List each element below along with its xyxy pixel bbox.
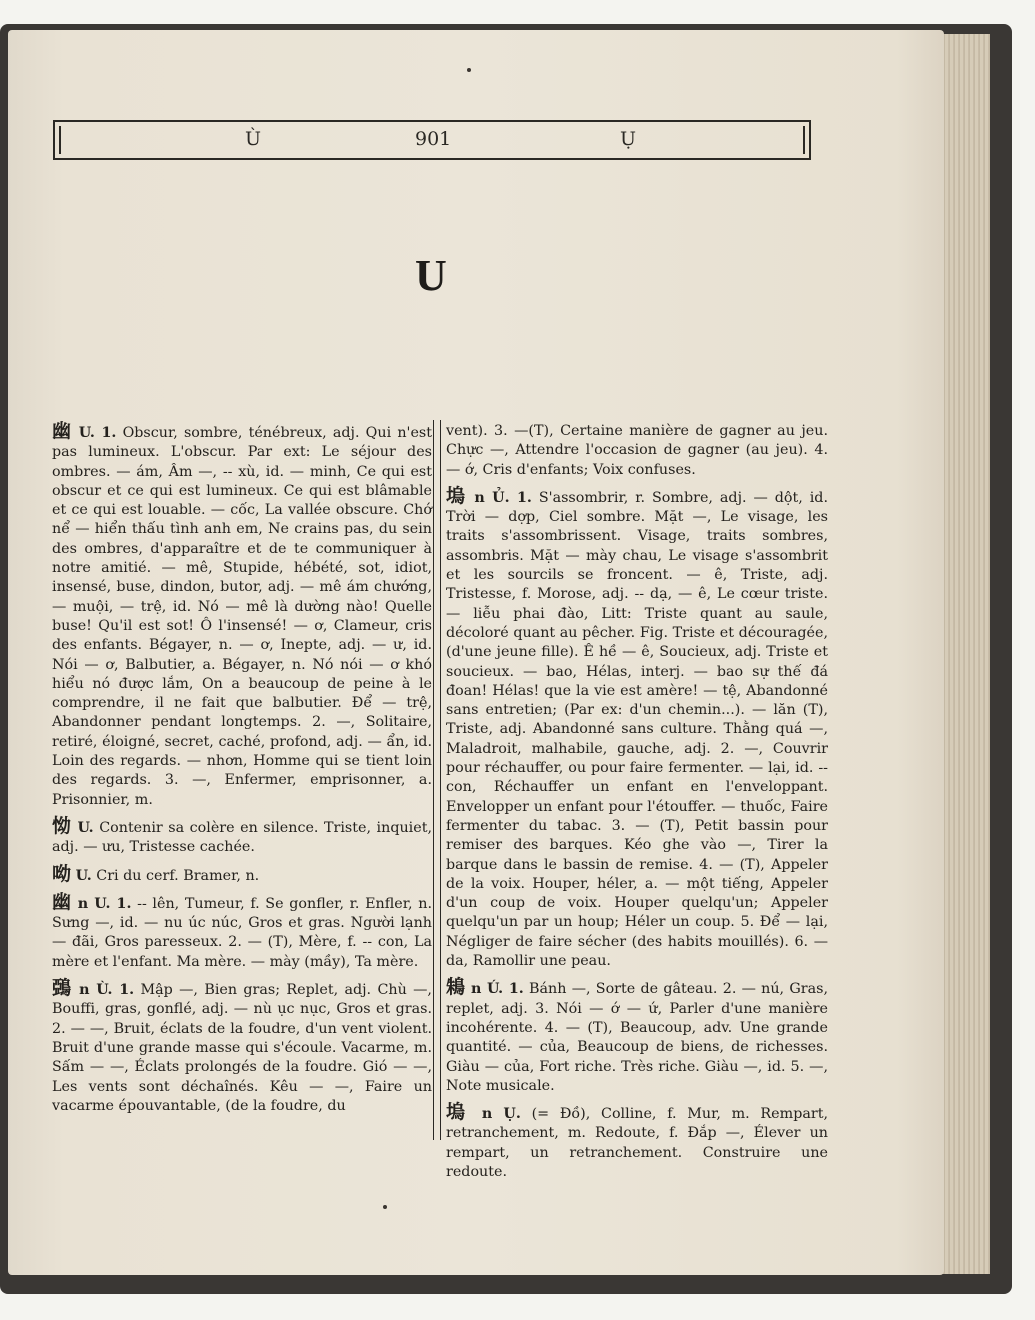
entry-characters: 幽 [52, 890, 73, 913]
entry [52, 979, 432, 1116]
entry-headword: n Ú. 1. [470, 981, 524, 998]
entry-characters: 塢 [446, 484, 468, 507]
page-edges [940, 34, 990, 1274]
header-left-word: Ù [245, 128, 262, 150]
entry-text: Obscur, sombre, ténébreux, adj. Qui n'est pas lumineux. L'obscur. Par ext: Le séjour des ombres. — ám, Âm —, -- xù, id. — minh, Ce qui est obscur et ce qui est lumineux. Ce qui est blâmable et ce qui est louable. — cốc, La vallée obscure. Chớ nể — hiển thấu tình anh em, Ne crains pas, du sein des ombres, d'apparaître et de te communiquer à notre amitié. — mê, Stupide, hébété, sot, idiot, insensé, buse, dindon, butor, adj. — mê ám chướng, — muội, — trệ, id. Nó — mê là dường nào! Quelle buse! Qu'il est sot! Ô l'insensé! — ơ, Clameur, cris des enfants. Bégayer, n. — ơ, Inepte, adj. — ư, id. Nói — ơ, Balbutier, a. Bégayer, n. Nó nói — ơ khó hiểu nó được lắm, On a beaucoup de peine à le comprendre, il ne fait que balbutier. Để — trệ, Abandonner pendant longtemps. 2. —, Solitaire, retiré, éloigné, secret, caché, profond, adj. — ẩn, id. Loin des regards. — nhơn, Homme qui se tient loin des regards. 3. —, Enfermer, emprisonner, a. Prisonnier, m. [52, 425, 432, 808]
entry-text: Contenir sa colère en silence. Triste, inquiet, adj. — ưu, Tristesse cachée. [52, 819, 433, 856]
entry-characters: 鴸 [446, 976, 466, 999]
entry [446, 978, 828, 1096]
entry-characters: 呦 [52, 862, 72, 885]
entry-headword: n U. 1. [77, 895, 132, 912]
entry-continuation [446, 422, 828, 480]
entry-text: S'assombrir, r. Sombre, adj. — dột, id. Trời — dợp, Ciel sombre. Mặt —, Le visage, les traits s'assombrissent. Visage, traits sombres, assombris. Mặt — mày chau, Le visage s'assombrit et les sourcils se froncent. — ê, Triste, adj. Tristesse, f. Morose, adj. -- dạ, — ê, Le cœur triste. — liễu phai đào, Litt: Triste quant au saule, décoloré quant au pêcher. Fig. Triste et découragée, (d'une jeune fille). Ê hề — ê, Soucieux, adj. Triste et soucieux. — bao, Hélas, interj. — bao sự thế đá đoan! Hélas! que la vie est amère! — tệ, Abandonné sans entretien; (Par ex: d'un chemin...). — lăn (T), Triste, adj. Abandonné sans culture. Thằng quá —, Maladroit, malhabile, gauche, adj. 2. —, Couvrir pour réchauffer, ou pour faire fermenter. — lại, id. -- con, Réchauffer un enfant en l'enveloppant. Envelopper un enfant pour l'étouffer. — thuốc, Faire fermenter du tabac. 3. — (T), Petit bassin pour remiser des barques. Kéo ghe vào —, Tirer la barque dans le bassin de remise. 4. — (T), Appeler de la voix. Houper, héler, a. — một tiếng, Appeler d'un coup de voix. Houper quelqu'un; Appeler quelqu'un par un houp; Héler un coup. 5. Để — lại, Négliger de faire sécher (des habits mouillés). 6. — da, Ramollir une peau. [446, 489, 828, 970]
entry-text: Bánh —, Sorte de gâteau. 2. — nú, Gras, replet, adj. 3. Nói — ớ — ứ, Parler d'une manière incohérente. 4. — (T), Beaucoup, adv. Une grande quantité. — của, Beaucoup de biens, de richesses. Giàu — của, Fort riche. Très riche. Giàu —, id. 5. —, Note musicale. [446, 981, 828, 1094]
entry-headword: U. [75, 867, 92, 884]
column-divider [433, 420, 441, 1140]
paper-speck [467, 68, 471, 72]
entry [52, 814, 433, 858]
entry [52, 862, 432, 886]
entry-headword: U. 1. [78, 425, 117, 441]
entry-headword: U. [77, 819, 94, 836]
entry-text: (= Đồ), Colline, f. Mur, m. Rempart, retranchement, m. Redoute, f. Đắp —, Élever un rempart, un retranchement. Construire une redoute. [446, 1106, 828, 1180]
entry [52, 890, 432, 972]
left-column [52, 422, 432, 1123]
page-number: 901 [415, 128, 452, 150]
entry [446, 1103, 828, 1182]
section-letter: U [415, 251, 447, 300]
right-column [446, 422, 828, 1189]
paper-speck [383, 1205, 387, 1209]
running-header [53, 120, 811, 160]
entry-characters: 幽 [52, 420, 73, 442]
entry [52, 422, 432, 810]
header-right-word: Ụ [620, 128, 637, 150]
entry-characters: 鵶 [52, 977, 73, 1000]
entry-text: vent). 3. —(T), Certaine manière de gagner au jeu. Chực —, Attendre l'occasion de gagner (au jeu). 4. — ớ, Cris d'enfants; Voix confuses. [446, 423, 828, 478]
entry [446, 484, 828, 971]
entry-text: Mập —, Bien gras; Replet, adj. Chù —, Bouffi, gras, gonflé, adj. — nù ục nục, Gros et gras. 2. — —, Bruit, éclats de la foudre, d'un vent violent. Bruit d'une grande masse qui s'écoule. Vacarme, m. Sấm — —, Éclats prolongés de la foudre. Gió — —, Les vents sont déchaînés. Kêu — —, Faire un vacarme épouvantable, (de la foudre, du [52, 982, 432, 1114]
entry-characters: 塢 [446, 1101, 472, 1124]
entry-headword: n Ụ. [481, 1106, 521, 1123]
entry-characters: 怮 [52, 814, 72, 837]
entry-headword: n Ù. 1. [79, 982, 135, 999]
entry-text: Cri du cerf. Bramer, n. [96, 867, 260, 884]
entry-text: -- lên, Tumeur, f. Se gonfler, r. Enfler, n. Sưng —, id. — nu úc núc, Gros et gras. Người lạnh — đãi, Gros paresseux. 2. — (T), Mère, f. -- con, La mère et l'enfant. Ma mère. — mày (mầy), Ta mère. [52, 895, 432, 970]
entry-headword: n Ủ. 1. [474, 489, 532, 506]
